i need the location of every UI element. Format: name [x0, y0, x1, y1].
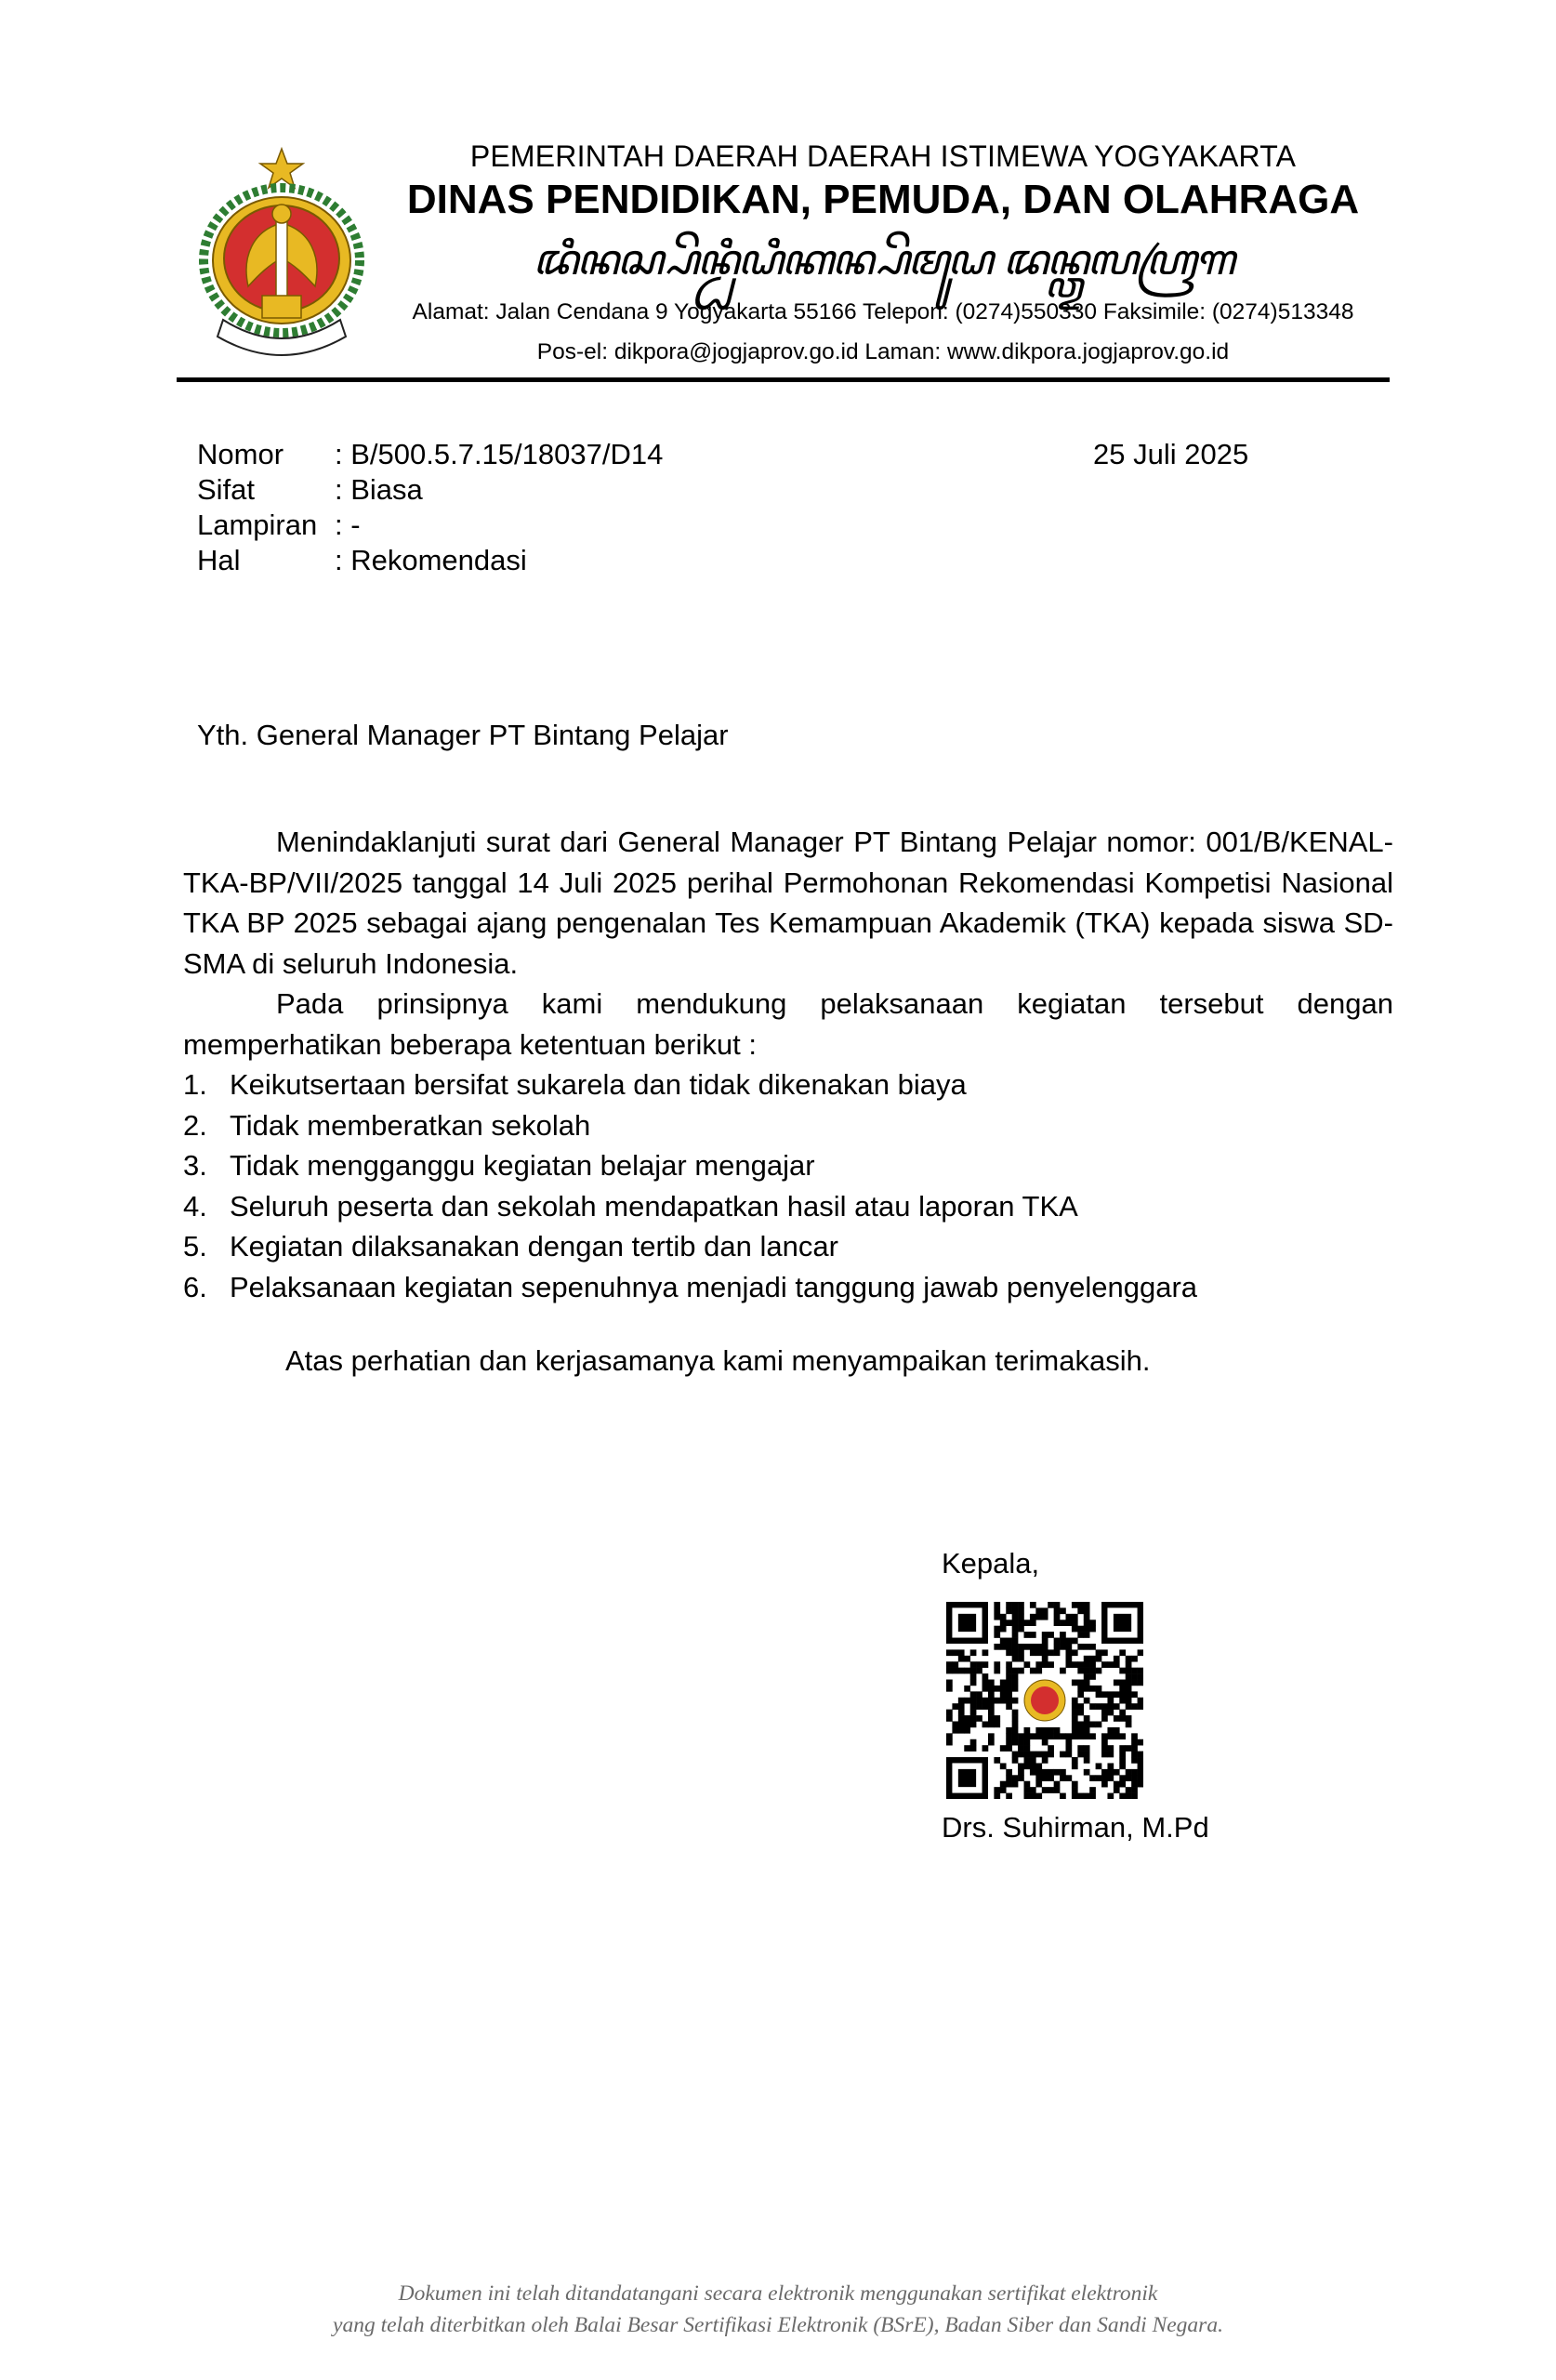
list-number: 2.: [183, 1108, 207, 1142]
list-item: [183, 1064, 1197, 1105]
signatory-title: Kepala,: [942, 1547, 1040, 1580]
meta-key: Lampiran: [197, 509, 318, 541]
list-item: [183, 1267, 1197, 1308]
letterhead-agency-name: DINAS PENDIDIKAN, PEMUDA, DAN OLAHRAGA: [406, 177, 1360, 222]
letterhead-javanese-script: ꦢꦶꦤꦱ꧀ꦥꦼꦤ꧀ꦝꦶꦝꦶꦏꦤ꧀ꦥꦼꦩꦸꦝ ꦢꦤ꧀ꦎꦭꦲꦿꦒ: [533, 234, 1233, 284]
provisions-list: [183, 1064, 1197, 1307]
list-text: Kegiatan dilaksanakan dengan tertib dan lancar: [230, 1230, 838, 1263]
list-text: Tidak memberatkan sekolah: [230, 1108, 591, 1142]
letterhead-divider: [177, 377, 1390, 382]
list-item: [183, 1145, 1197, 1186]
body-paragraph-2: Pada prinsipnya kami mendukung pelaksanaan kegiatan tersebut dengan memperhatikan beberapa ketentuan berikut :: [183, 987, 1393, 1061]
footer-line-2: yang telah diterbitkan oleh Balai Besar Sertifikasi Elektronik (BSrE), Badan Siber dan Sandi Negara.: [333, 2313, 1223, 2337]
meta-row-subject: [197, 543, 663, 578]
list-number: 6.: [183, 1270, 207, 1303]
meta-value: : -: [335, 509, 361, 541]
list-text: Keikutsertaan bersifat sukarela dan tidak dikenakan biaya: [230, 1068, 967, 1101]
letter-meta: [197, 437, 663, 578]
meta-key: Hal: [197, 544, 241, 576]
list-number: 3.: [183, 1149, 207, 1182]
letter-body: [183, 822, 1393, 1064]
signatory-name: Drs. Suhirman, M.Pd: [942, 1811, 1209, 1844]
meta-value: : B/500.5.7.15/18037/D14: [335, 438, 664, 470]
list-text: Seluruh peserta dan sekolah mendapatkan hasil atau laporan TKA: [230, 1189, 1078, 1223]
meta-row-number: [197, 437, 663, 472]
footer-line-1: Dokumen ini telah ditandatangani secara elektronik menggunakan sertifikat elektronik: [398, 2281, 1158, 2306]
list-number: 1.: [183, 1068, 207, 1101]
meta-key: Sifat: [197, 473, 256, 506]
list-item: [183, 1226, 1197, 1267]
list-item: [183, 1186, 1197, 1227]
list-item: [183, 1105, 1197, 1146]
meta-key: Nomor: [197, 438, 284, 470]
qr-code-signature-icon: [946, 1602, 1143, 1799]
meta-value: : Rekomendasi: [335, 544, 527, 576]
meta-value: : Biasa: [335, 473, 423, 506]
body-paragraph-1: Menindaklanjuti surat dari General Manager PT Bintang Pelajar nomor: 001/B/KENAL-TKA-BP/VII/2025 tanggal 14 Juli 2025 perihal Permohonan Rekomendasi Kompetisi Nasional TKA BP 2025 sebagai ajang pengenalan Tes Kemampuan Akademik (TKA) kepada siswa SD-SMA di seluruh Indonesia.: [183, 826, 1393, 980]
letterhead-government-name: PEMERINTAH DAERAH DAERAH ISTIMEWA YOGYAKARTA: [469, 139, 1297, 173]
letter-date: 25 Juli 2025: [1093, 438, 1249, 470]
letterhead-contact: Pos-el: dikpora@jogjaprov.go.id Laman: www.dikpora.jogjaprov.go.id: [536, 339, 1230, 364]
meta-row-attachment: [197, 508, 663, 543]
list-number: 5.: [183, 1230, 207, 1263]
list-number: 4.: [183, 1189, 207, 1223]
yogyakarta-coat-of-arms-icon: [197, 147, 366, 368]
meta-row-nature: [197, 472, 663, 508]
list-text: Pelaksanaan kegiatan sepenuhnya menjadi tanggung jawab penyelenggara: [230, 1270, 1198, 1303]
list-text: Tidak mengganggu kegiatan belajar mengajar: [230, 1149, 815, 1182]
e-signature-notice: [0, 2278, 1556, 2341]
letterhead-address: Alamat: Jalan Cendana 9 Yogyakarta 55166 Telepon: (0274)550330 Faksimile: (0274)513348: [412, 299, 1354, 324]
recipient: Yth. General Manager PT Bintang Pelajar: [197, 719, 729, 751]
closing-sentence: Atas perhatian dan kerjasamanya kami menyampaikan terimakasih.: [285, 1344, 1151, 1377]
